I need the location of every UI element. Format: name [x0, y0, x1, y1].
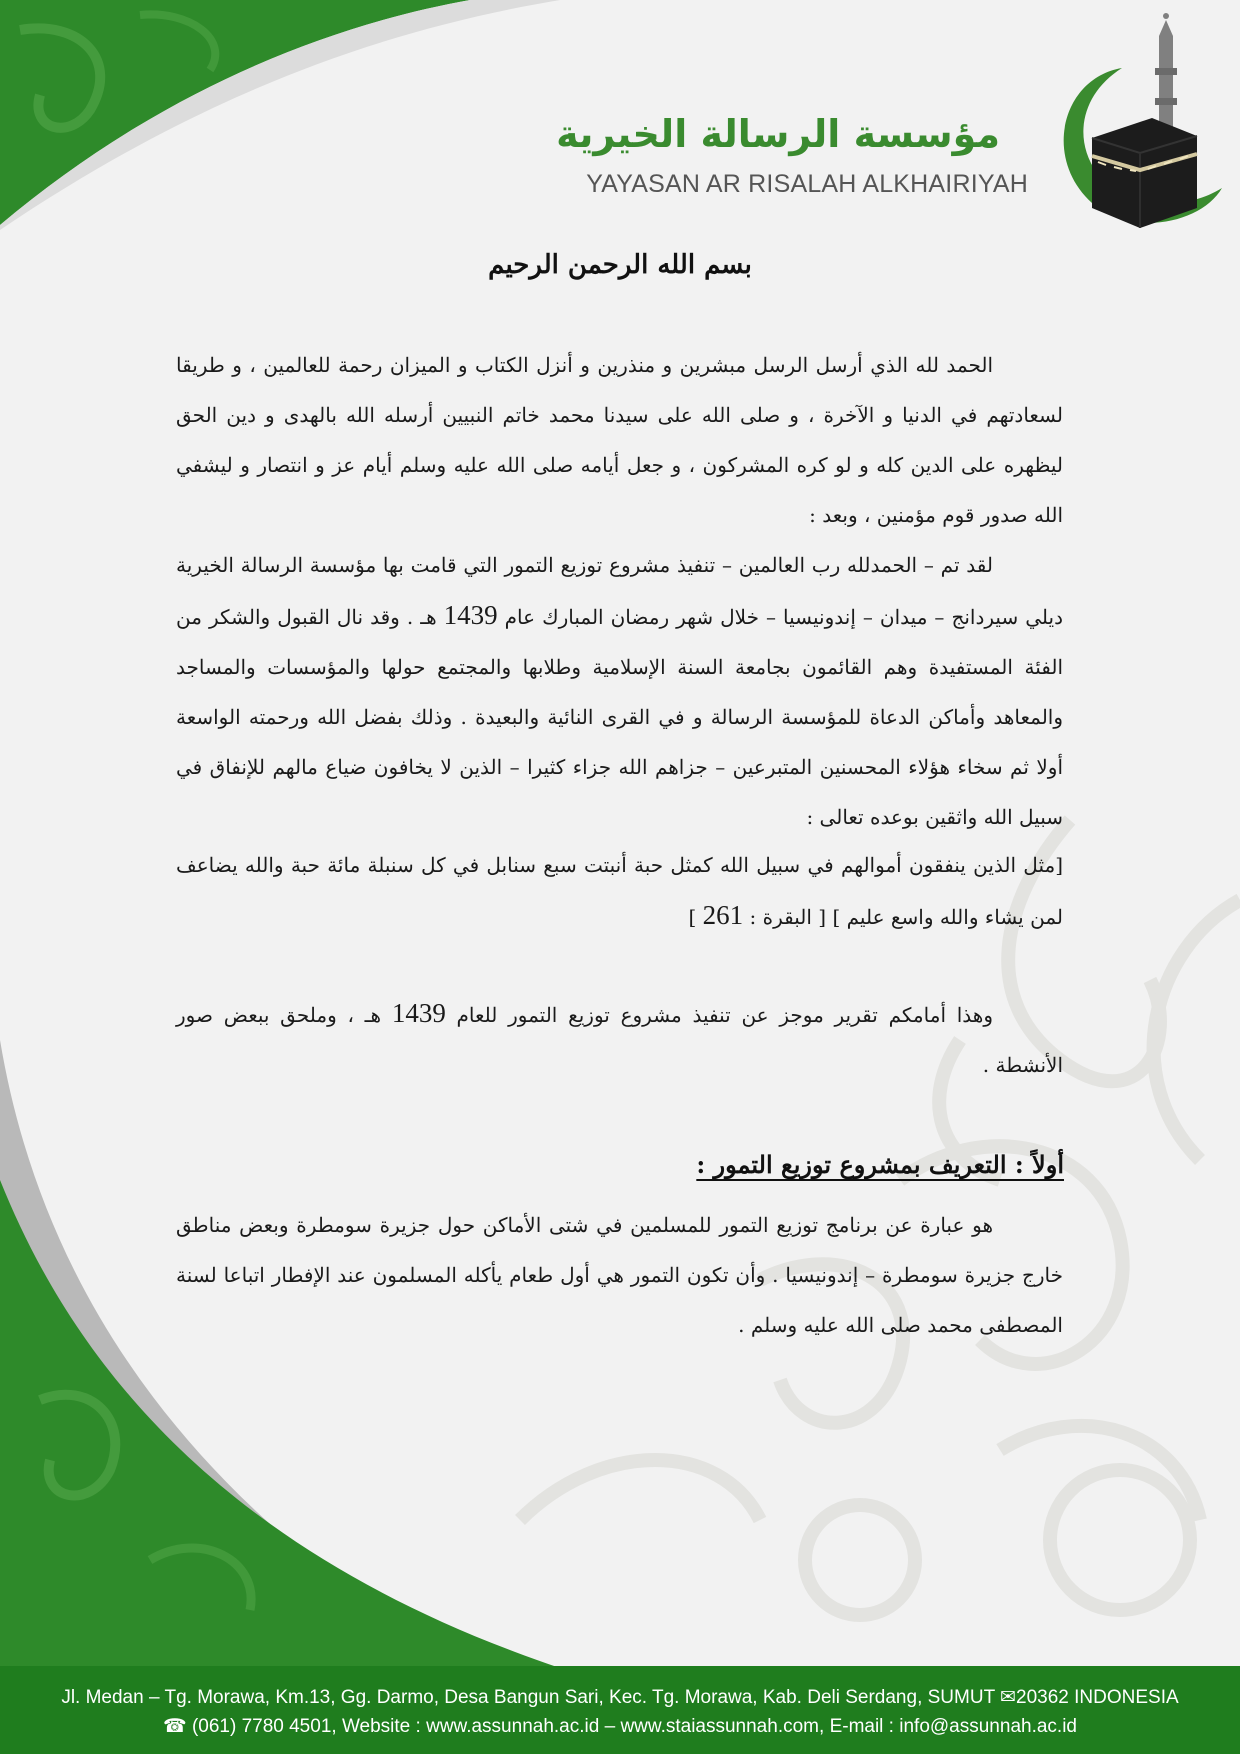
- org-name-latin: YAYASAN AR RISALAH ALKHAIRIYAH: [586, 170, 1028, 198]
- quran-verse-close: ]: [688, 905, 703, 929]
- quran-verse-text: [مثل الذين ينفقون أموالهم في سبيل الله كمثل حبة أنبتت سبع سنابل في كل سنبلة مائة حبة والله يضاعف لمن يشاء والله واسع عليم ] [ البقرة :: [176, 853, 1063, 929]
- hijri-year: 1439: [443, 600, 498, 630]
- definition-paragraph: هو عبارة عن برنامج توزيع التمور للمسلمين في شتى الأماكن حول جزيرة سومطرة وبعض مناطق خارج جزيرة سومطرة – إندونيسيا . وأن تكون التمور هي أول طعام يأكله المسلمون عند الإفطار اتباعا لسنة المصطفى محمد صلى الله عليه وسلم .: [176, 1213, 1063, 1337]
- footer-address-line: [0, 1686, 1240, 1709]
- basmala-heading: بسم الله الرحمن الرحيم: [488, 250, 752, 280]
- verse-number: 261: [702, 900, 744, 930]
- footer-email-label: E-mail :: [829, 1716, 894, 1737]
- footer-address: Jl. Medan – Tg. Morawa, Km.13, Gg. Darmo, Desa Bangun Sari, Kec. Tg. Morawa, Kab. Deli Serdang, SUMUT: [61, 1687, 995, 1708]
- footer-contact-line: [0, 1715, 1240, 1738]
- section-heading: أولاً : التعريف بمشروع توزيع التمور :: [696, 1150, 1064, 1179]
- footer-website-label: Website :: [341, 1716, 421, 1737]
- footer-bar: [0, 1666, 1240, 1754]
- envelope-icon: ✉: [1000, 1686, 1017, 1708]
- footer-phone: (061) 7780 4501,: [191, 1716, 337, 1737]
- project-paragraph-text-end: هـ . وقد نال القبول والشكر من الفئة المستفيدة وهم القائمون بجامعة السنة الإسلامية وطلابها والمجتمع حولها والمؤسسات والمساجد والمعاهد وأماكن الدعاة للمؤسسة الرسالة و في القرى النائية والبعيدة . وذلك بفضل الله ورحمته الواسعة أولا ثم سخاء هؤلاء المحسنين المتبرعين – جزاهم الله جزاء كثيرا – الذين لا يخافون ضياع مالهم للإنفاق في سبيل الله واثقين بوعده تعالى :: [176, 605, 1063, 829]
- footer-separator: –: [604, 1716, 616, 1737]
- report-intro-paragraph: [176, 988, 1063, 1090]
- quran-verse-paragraph: [176, 840, 1063, 942]
- telephone-icon: ☎: [162, 1715, 187, 1737]
- footer-website-link[interactable]: www.assunnah.ac.id: [426, 1716, 600, 1737]
- project-paragraph: [176, 540, 1063, 842]
- footer-website-link-2[interactable]: www.staiassunnah.com,: [620, 1716, 825, 1737]
- kaaba-minaret-crescent-icon: [1052, 8, 1222, 233]
- report-intro-text-end: هـ ، وملحق ببعض صور الأنشطة .: [176, 1003, 1063, 1077]
- opening-paragraph: الحمد لله الذي أرسل الرسل مبشرين و منذرين و أنزل الكتاب و الميزان رحمة للعالمين ، و طريقا لسعادتهم في الدنيا و الآخرة ، و صلى الله على سيدنا محمد خاتم النبيين أرسله الله بالهدى و دين الحق ليظهره على الدين كله و لو كره المشركون ، و جعل أيامه صلى الله عليه وسلم أيام عز و انتصار و ليشفي الله صدور قوم مؤمنين ، وبعد :: [176, 353, 1063, 527]
- footer-postcode: 20362 INDONESIA: [1016, 1687, 1179, 1708]
- footer-email-link[interactable]: info@assunnah.ac.id: [899, 1716, 1077, 1737]
- report-year: 1439: [391, 998, 446, 1028]
- report-intro-text-start: وهذا أمامكم تقرير موجز عن تنفيذ مشروع توزيع التمور للعام: [445, 1003, 993, 1027]
- project-paragraph-text-start: لقد تم – الحمدلله رب العالمين – تنفيذ مشروع توزيع التمور التي قامت بها مؤسسة الرسالة الخيرية ديلي سيردانج – ميدان – إندونيسيا – خلال شهر رمضان المبارك عام: [176, 553, 1063, 629]
- org-name-arabic: مؤسسة الرسالة الخيرية: [556, 112, 1000, 156]
